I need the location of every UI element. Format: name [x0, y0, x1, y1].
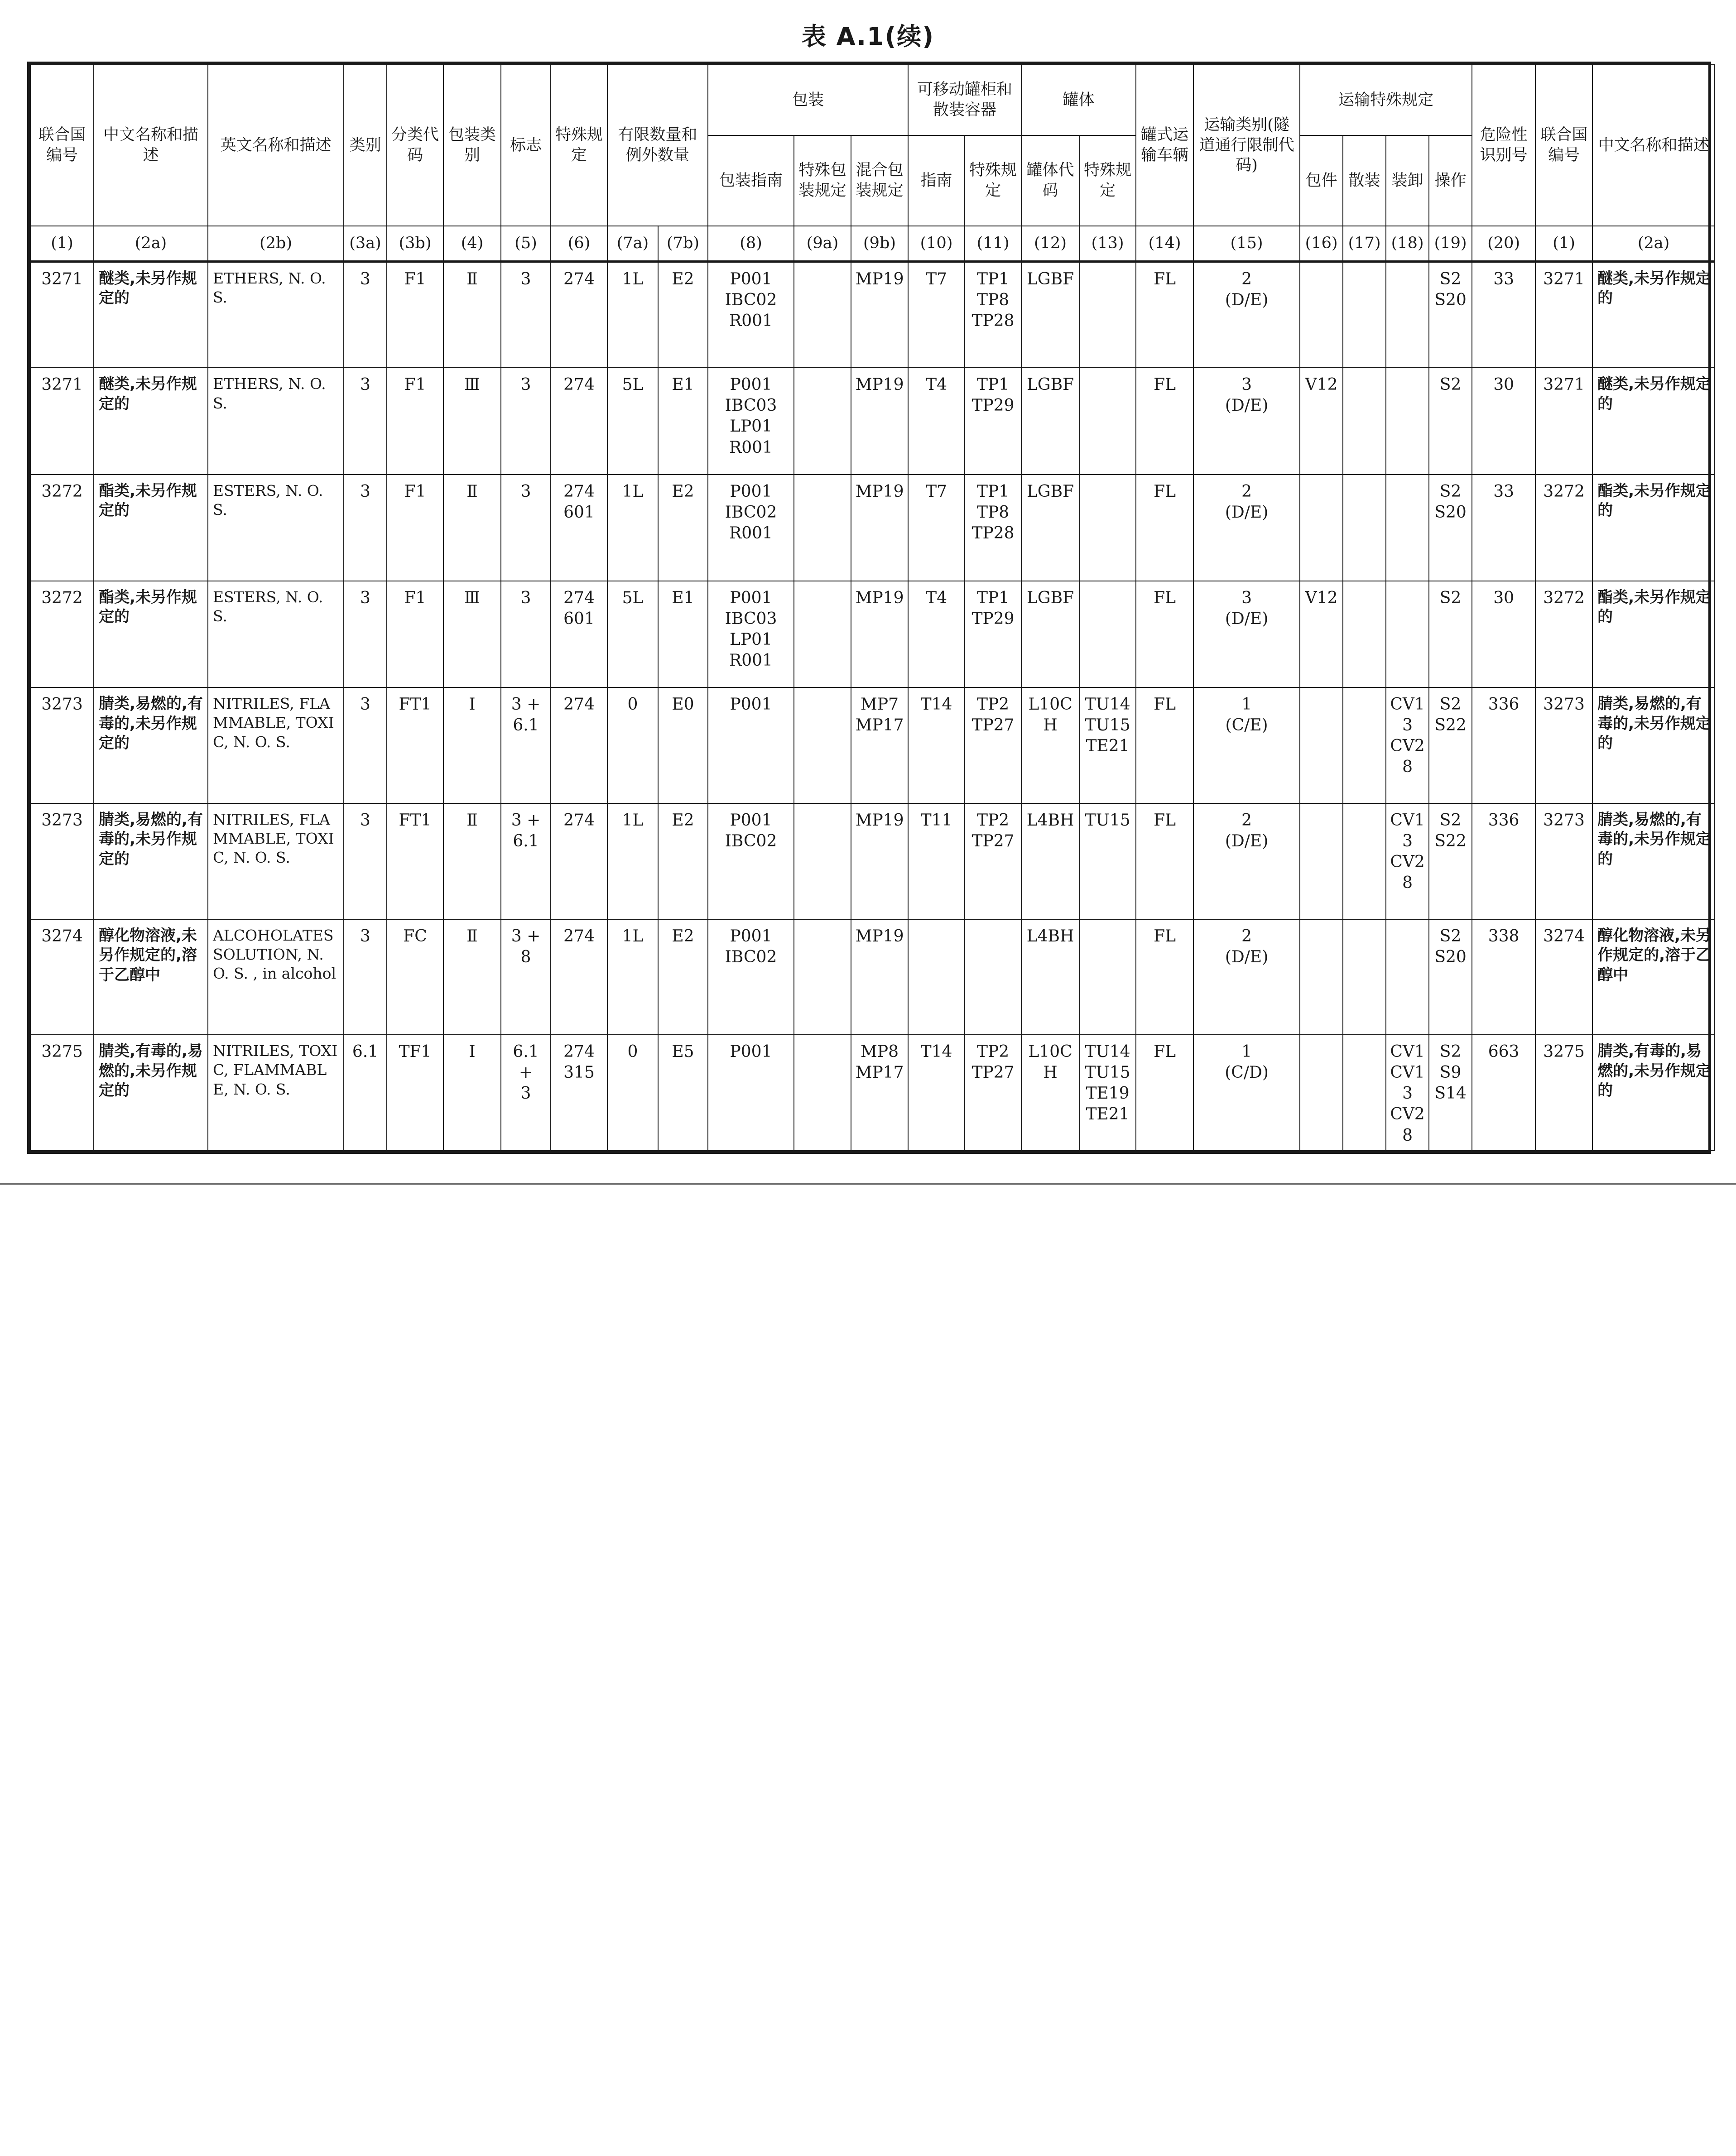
cell-un-no: 3273: [30, 687, 94, 803]
column-index-cell: (1): [30, 226, 94, 261]
table-row: [30, 687, 1715, 803]
column-index-cell: (7b): [658, 226, 708, 261]
header-tanks: 罐体: [1021, 65, 1136, 135]
header-class: 类别: [344, 65, 387, 226]
cell-limited-qty: 1L: [607, 261, 658, 368]
cell-pt-instructions: T11: [908, 803, 965, 919]
cell-packing-group: Ⅲ: [443, 581, 501, 687]
column-index-cell: (18): [1386, 226, 1429, 261]
cell-class-code: F1: [387, 261, 443, 368]
cell-bulk: [1343, 919, 1386, 1035]
subheader-mixed-packing: 混合包装规定: [851, 135, 908, 226]
cell-name-zh-right: 腈类,有毒的,易燃的,未另作规定的: [1592, 1035, 1715, 1151]
cell-transport-category: 2 (D/E): [1193, 261, 1300, 368]
cell-un-no-right: 3271: [1535, 261, 1592, 368]
cell-special-packing: [794, 261, 851, 368]
cell-labels: 3: [501, 261, 551, 368]
cell-operation: S2 S22: [1429, 803, 1472, 919]
cell-name-zh: 酯类,未另作规定的: [94, 475, 208, 581]
cell-class: 3: [344, 475, 387, 581]
column-index-cell: (4): [443, 226, 501, 261]
column-index-cell: (2b): [208, 226, 344, 261]
cell-name-zh-right: 醇化物溶液,未另作规定的,溶于乙醇中: [1592, 919, 1715, 1035]
cell-class: 3: [344, 581, 387, 687]
cell-transport-category: 2 (D/E): [1193, 475, 1300, 581]
cell-transport-category: 3 (D/E): [1193, 581, 1300, 687]
cell-transport-category: 2 (D/E): [1193, 919, 1300, 1035]
cell-loading: [1386, 919, 1429, 1035]
cell-special-packing: [794, 368, 851, 474]
cell-name-zh: 腈类,有毒的,易燃的,未另作规定的: [94, 1035, 208, 1151]
cell-labels: 3: [501, 581, 551, 687]
cell-operation: S2: [1429, 581, 1472, 687]
table-row: [30, 475, 1715, 581]
cell-limited-qty: 0: [607, 687, 658, 803]
cell-excepted-qty: E2: [658, 803, 708, 919]
cell-bulk: [1343, 581, 1386, 687]
cell-packing-instructions: P001 IBC02: [708, 803, 794, 919]
cell-packages: [1300, 475, 1343, 581]
column-index-cell: (10): [908, 226, 965, 261]
column-index-cell: (20): [1472, 226, 1535, 261]
dangerous-goods-table: [27, 62, 1711, 1154]
subheader-packages: 包件: [1300, 135, 1343, 226]
cell-labels: 3 + 6.1: [501, 687, 551, 803]
cell-tank-special: TU14 TU15 TE21: [1079, 687, 1136, 803]
cell-packages: V12: [1300, 368, 1343, 474]
cell-tank-vehicle: FL: [1136, 261, 1193, 368]
header-transport-special: 运输特殊规定: [1300, 65, 1472, 135]
cell-limited-qty: 0: [607, 1035, 658, 1151]
header-packing-group: 包装类别: [443, 65, 501, 226]
subheader-packing-instructions: 包装指南: [708, 135, 794, 226]
cell-class: 3: [344, 687, 387, 803]
cell-name-zh-right: 腈类,易燃的,有毒的,未另作规定的: [1592, 687, 1715, 803]
cell-operation: S2 S22: [1429, 687, 1472, 803]
column-index-cell: (9b): [851, 226, 908, 261]
cell-transport-category: 3 (D/E): [1193, 368, 1300, 474]
cell-special-packing: [794, 581, 851, 687]
table-title: 表 A.1(续): [801, 22, 935, 51]
cell-name-zh-right: 醚类,未另作规定的: [1592, 368, 1715, 474]
cell-packing-instructions: P001 IBC02: [708, 919, 794, 1035]
subheader-special-packing: 特殊包装规定: [794, 135, 851, 226]
cell-name-en: NITRILES, FLAMMABLE, TOXIC, N. O. S.: [208, 803, 344, 919]
cell-un-no-right: 3275: [1535, 1035, 1592, 1151]
cell-hazard-id: 663: [1472, 1035, 1535, 1151]
table-row: [30, 919, 1715, 1035]
cell-name-en: ESTERS, N. O. S.: [208, 581, 344, 687]
cell-hazard-id: 30: [1472, 581, 1535, 687]
cell-pt-special: TP2 TP27: [965, 687, 1021, 803]
cell-tank-vehicle: FL: [1136, 803, 1193, 919]
column-index-cell: (12): [1021, 226, 1079, 261]
cell-labels: 6.1 + 3: [501, 1035, 551, 1151]
cell-operation: S2 S20: [1429, 261, 1472, 368]
cell-special-provisions: 274 601: [551, 475, 607, 581]
cell-transport-category: 2 (D/E): [1193, 803, 1300, 919]
cell-operation: S2: [1429, 368, 1472, 474]
cell-excepted-qty: E1: [658, 368, 708, 474]
cell-tank-code: LGBF: [1021, 581, 1079, 687]
cell-un-no-right: 3272: [1535, 475, 1592, 581]
column-index-cell: (3a): [344, 226, 387, 261]
cell-un-no: 3273: [30, 803, 94, 919]
cell-tank-code: L10CH: [1021, 687, 1079, 803]
cell-pt-instructions: T7: [908, 475, 965, 581]
cell-class-code: FC: [387, 919, 443, 1035]
cell-packages: [1300, 261, 1343, 368]
cell-loading: [1386, 368, 1429, 474]
column-index-cell: (16): [1300, 226, 1343, 261]
cell-class-code: FT1: [387, 687, 443, 803]
cell-mixed-packing: MP8 MP17: [851, 1035, 908, 1151]
cell-class: 3: [344, 261, 387, 368]
table-row: [30, 1035, 1715, 1151]
cell-class-code: F1: [387, 368, 443, 474]
cell-name-en: NITRILES, TOXIC, FLAMMABLE, N. O. S.: [208, 1035, 344, 1151]
cell-loading: [1386, 475, 1429, 581]
cell-name-zh: 腈类,易燃的,有毒的,未另作规定的: [94, 687, 208, 803]
cell-mixed-packing: MP19: [851, 581, 908, 687]
cell-un-no: 3272: [30, 475, 94, 581]
cell-mixed-packing: MP19: [851, 368, 908, 474]
cell-class-code: TF1: [387, 1035, 443, 1151]
cell-mixed-packing: MP19: [851, 261, 908, 368]
header-name-zh-right: 中文名称和描述: [1592, 65, 1715, 226]
column-index-cell: (5): [501, 226, 551, 261]
cell-packing-instructions: P001: [708, 1035, 794, 1151]
cell-packing-group: Ⅱ: [443, 475, 501, 581]
cell-special-packing: [794, 1035, 851, 1151]
cell-un-no-right: 3272: [1535, 581, 1592, 687]
cell-limited-qty: 5L: [607, 368, 658, 474]
cell-loading: CV1 CV13 CV28: [1386, 1035, 1429, 1151]
cell-tank-special: [1079, 919, 1136, 1035]
cell-packing-instructions: P001 IBC03 LP01 R001: [708, 581, 794, 687]
header-un-no: 联合国编号: [30, 65, 94, 226]
cell-tank-vehicle: FL: [1136, 581, 1193, 687]
header-transport-category: 运输类别(隧道通行限制代码): [1193, 65, 1300, 226]
column-index-cell: (8): [708, 226, 794, 261]
table-row: [30, 261, 1715, 368]
subheader-pt-special: 特殊规定: [965, 135, 1021, 226]
cell-un-no: 3275: [30, 1035, 94, 1151]
cell-tank-special: [1079, 368, 1136, 474]
cell-packing-group: Ⅲ: [443, 368, 501, 474]
cell-hazard-id: 336: [1472, 803, 1535, 919]
cell-labels: 3: [501, 475, 551, 581]
cell-class: 3: [344, 919, 387, 1035]
subheader-tank-code: 罐体代码: [1021, 135, 1079, 226]
cell-class: 3: [344, 368, 387, 474]
cell-pt-special: TP1 TP29: [965, 368, 1021, 474]
header-name-en: 英文名称和描述: [208, 65, 344, 226]
cell-bulk: [1343, 687, 1386, 803]
header-hazard-id: 危险性识别号: [1472, 65, 1535, 226]
cell-packing-group: Ⅱ: [443, 261, 501, 368]
cell-excepted-qty: E1: [658, 581, 708, 687]
cell-tank-code: L4BH: [1021, 919, 1079, 1035]
cell-name-zh-right: 腈类,易燃的,有毒的,未另作规定的: [1592, 803, 1715, 919]
cell-special-provisions: 274 601: [551, 581, 607, 687]
cell-name-en: NITRILES, FLAMMABLE, TOXIC, N. O. S.: [208, 687, 344, 803]
cell-labels: 3: [501, 368, 551, 474]
header-row: [30, 65, 1715, 135]
cell-bulk: [1343, 261, 1386, 368]
cell-packing-group: I: [443, 1035, 501, 1151]
cell-mixed-packing: MP7 MP17: [851, 687, 908, 803]
cell-special-packing: [794, 475, 851, 581]
table-body: [30, 261, 1715, 1151]
cell-name-zh: 腈类,易燃的,有毒的,未另作规定的: [94, 803, 208, 919]
cell-un-no-right: 3273: [1535, 687, 1592, 803]
cell-tank-vehicle: FL: [1136, 919, 1193, 1035]
cell-name-en: ETHERS, N. O. S.: [208, 261, 344, 368]
cell-tank-special: TU14 TU15 TE19 TE21: [1079, 1035, 1136, 1151]
cell-tank-special: [1079, 475, 1136, 581]
cell-name-en: ESTERS, N. O. S.: [208, 475, 344, 581]
subheader-operation: 操作: [1429, 135, 1472, 226]
cell-loading: CV13 CV28: [1386, 687, 1429, 803]
cell-special-provisions: 274: [551, 261, 607, 368]
cell-bulk: [1343, 803, 1386, 919]
cell-excepted-qty: E2: [658, 919, 708, 1035]
cell-transport-category: 1 (C/D): [1193, 1035, 1300, 1151]
cell-pt-special: TP1 TP8 TP28: [965, 475, 1021, 581]
header-special-provisions: 特殊规定: [551, 65, 607, 226]
subheader-loading: 装卸: [1386, 135, 1429, 226]
cell-packing-instructions: P001: [708, 687, 794, 803]
cell-packages: [1300, 687, 1343, 803]
cell-labels: 3 + 6.1: [501, 803, 551, 919]
cell-pt-instructions: T4: [908, 368, 965, 474]
cell-special-provisions: 274: [551, 687, 607, 803]
cell-class-code: FT1: [387, 803, 443, 919]
cell-labels: 3 + 8: [501, 919, 551, 1035]
cell-packing-group: I: [443, 687, 501, 803]
cell-tank-code: L10CH: [1021, 1035, 1079, 1151]
table-row: [30, 803, 1715, 919]
cell-name-zh-right: 醚类,未另作规定的: [1592, 261, 1715, 368]
column-index-cell: (2a): [1592, 226, 1715, 261]
cell-class: 6.1: [344, 1035, 387, 1151]
cell-un-no: 3272: [30, 581, 94, 687]
cell-packages: [1300, 919, 1343, 1035]
cell-packing-group: Ⅱ: [443, 919, 501, 1035]
cell-operation: S2 S20: [1429, 919, 1472, 1035]
cell-excepted-qty: E5: [658, 1035, 708, 1151]
column-index-cell: (3b): [387, 226, 443, 261]
cell-limited-qty: 1L: [607, 803, 658, 919]
cell-pt-instructions: [908, 919, 965, 1035]
cell-bulk: [1343, 368, 1386, 474]
cell-excepted-qty: E2: [658, 475, 708, 581]
cell-excepted-qty: E2: [658, 261, 708, 368]
cell-limited-qty: 1L: [607, 475, 658, 581]
cell-name-en: ALCOHOLATES SOLUTION, N. O. S. , in alcohol: [208, 919, 344, 1035]
cell-special-provisions: 274: [551, 368, 607, 474]
cell-tank-code: LGBF: [1021, 368, 1079, 474]
column-index-cell: (9a): [794, 226, 851, 261]
subheader-tank-special: 特殊规定: [1079, 135, 1136, 226]
cell-hazard-id: 336: [1472, 687, 1535, 803]
cell-pt-special: TP2 TP27: [965, 1035, 1021, 1151]
column-index-cell: (11): [965, 226, 1021, 261]
cell-pt-instructions: T14: [908, 1035, 965, 1151]
cell-special-provisions: 274: [551, 803, 607, 919]
cell-hazard-id: 30: [1472, 368, 1535, 474]
subheader-pt-instructions: 指南: [908, 135, 965, 226]
cell-name-en: ETHERS, N. O. S.: [208, 368, 344, 474]
cell-hazard-id: 33: [1472, 261, 1535, 368]
cell-pt-special: TP2 TP27: [965, 803, 1021, 919]
header-class-code: 分类代码: [387, 65, 443, 226]
cell-tank-vehicle: FL: [1136, 1035, 1193, 1151]
cell-loading: [1386, 581, 1429, 687]
header-un-no-right: 联合国编号: [1535, 65, 1592, 226]
cell-pt-instructions: T7: [908, 261, 965, 368]
cell-hazard-id: 338: [1472, 919, 1535, 1035]
header-portable-tanks: 可移动罐柜和散装容器: [908, 65, 1021, 135]
header-name-zh: 中文名称和描述: [94, 65, 208, 226]
cell-mixed-packing: MP19: [851, 803, 908, 919]
cell-class-code: F1: [387, 581, 443, 687]
header-limited-quantities: 有限数量和例外数量: [607, 65, 708, 226]
cell-transport-category: 1 (C/E): [1193, 687, 1300, 803]
cell-tank-vehicle: FL: [1136, 687, 1193, 803]
cell-pt-special: TP1 TP8 TP28: [965, 261, 1021, 368]
cell-packages: [1300, 1035, 1343, 1151]
column-index-cell: (14): [1136, 226, 1193, 261]
cell-un-no-right: 3274: [1535, 919, 1592, 1035]
cell-special-packing: [794, 687, 851, 803]
cell-tank-special: TU15: [1079, 803, 1136, 919]
cell-pt-special: [965, 919, 1021, 1035]
column-index-cell: (7a): [607, 226, 658, 261]
cell-bulk: [1343, 475, 1386, 581]
cell-class: 3: [344, 803, 387, 919]
cell-name-zh: 醇化物溶液,未另作规定的,溶于乙醇中: [94, 919, 208, 1035]
page-divider: [0, 1183, 1736, 1185]
cell-packages: V12: [1300, 581, 1343, 687]
cell-un-no: 3271: [30, 261, 94, 368]
cell-special-provisions: 274: [551, 919, 607, 1035]
cell-tank-vehicle: FL: [1136, 475, 1193, 581]
cell-operation: S2 S20: [1429, 475, 1472, 581]
cell-tank-vehicle: FL: [1136, 368, 1193, 474]
cell-name-zh: 醚类,未另作规定的: [94, 261, 208, 368]
cell-hazard-id: 33: [1472, 475, 1535, 581]
cell-loading: [1386, 261, 1429, 368]
cell-pt-special: TP1 TP29: [965, 581, 1021, 687]
cell-packing-group: Ⅱ: [443, 803, 501, 919]
cell-special-provisions: 274 315: [551, 1035, 607, 1151]
cell-un-no: 3274: [30, 919, 94, 1035]
table-row: [30, 581, 1715, 687]
cell-tank-code: LGBF: [1021, 261, 1079, 368]
cell-special-packing: [794, 803, 851, 919]
header-labels: 标志: [501, 65, 551, 226]
column-index-cell: (15): [1193, 226, 1300, 261]
cell-packing-instructions: P001 IBC02 R001: [708, 261, 794, 368]
cell-limited-qty: 1L: [607, 919, 658, 1035]
cell-packages: [1300, 803, 1343, 919]
cell-un-no: 3271: [30, 368, 94, 474]
header-tank-vehicle: 罐式运输车辆: [1136, 65, 1193, 226]
cell-name-zh-right: 酯类,未另作规定的: [1592, 475, 1715, 581]
column-index-cell: (13): [1079, 226, 1136, 261]
column-index-cell: (6): [551, 226, 607, 261]
subheader-bulk: 散装: [1343, 135, 1386, 226]
cell-operation: S2 S9 S14: [1429, 1035, 1472, 1151]
cell-excepted-qty: E0: [658, 687, 708, 803]
column-index-row: [30, 226, 1715, 261]
cell-class-code: F1: [387, 475, 443, 581]
cell-tank-code: LGBF: [1021, 475, 1079, 581]
cell-packing-instructions: P001 IBC02 R001: [708, 475, 794, 581]
column-index-cell: (2a): [94, 226, 208, 261]
cell-tank-code: L4BH: [1021, 803, 1079, 919]
column-index-cell: (19): [1429, 226, 1472, 261]
column-index-cell: (1): [1535, 226, 1592, 261]
cell-pt-instructions: T14: [908, 687, 965, 803]
cell-name-zh: 醚类,未另作规定的: [94, 368, 208, 474]
cell-un-no-right: 3273: [1535, 803, 1592, 919]
cell-un-no-right: 3271: [1535, 368, 1592, 474]
header-packaging: 包装: [708, 65, 908, 135]
column-index-cell: (17): [1343, 226, 1386, 261]
cell-name-zh: 酯类,未另作规定的: [94, 581, 208, 687]
cell-tank-special: [1079, 581, 1136, 687]
cell-special-packing: [794, 919, 851, 1035]
cell-mixed-packing: MP19: [851, 919, 908, 1035]
cell-limited-qty: 5L: [607, 581, 658, 687]
cell-mixed-packing: MP19: [851, 475, 908, 581]
cell-name-zh-right: 酯类,未另作规定的: [1592, 581, 1715, 687]
cell-loading: CV13 CV28: [1386, 803, 1429, 919]
cell-packing-instructions: P001 IBC03 LP01 R001: [708, 368, 794, 474]
cell-tank-special: [1079, 261, 1136, 368]
cell-bulk: [1343, 1035, 1386, 1151]
table-row: [30, 368, 1715, 474]
cell-pt-instructions: T4: [908, 581, 965, 687]
